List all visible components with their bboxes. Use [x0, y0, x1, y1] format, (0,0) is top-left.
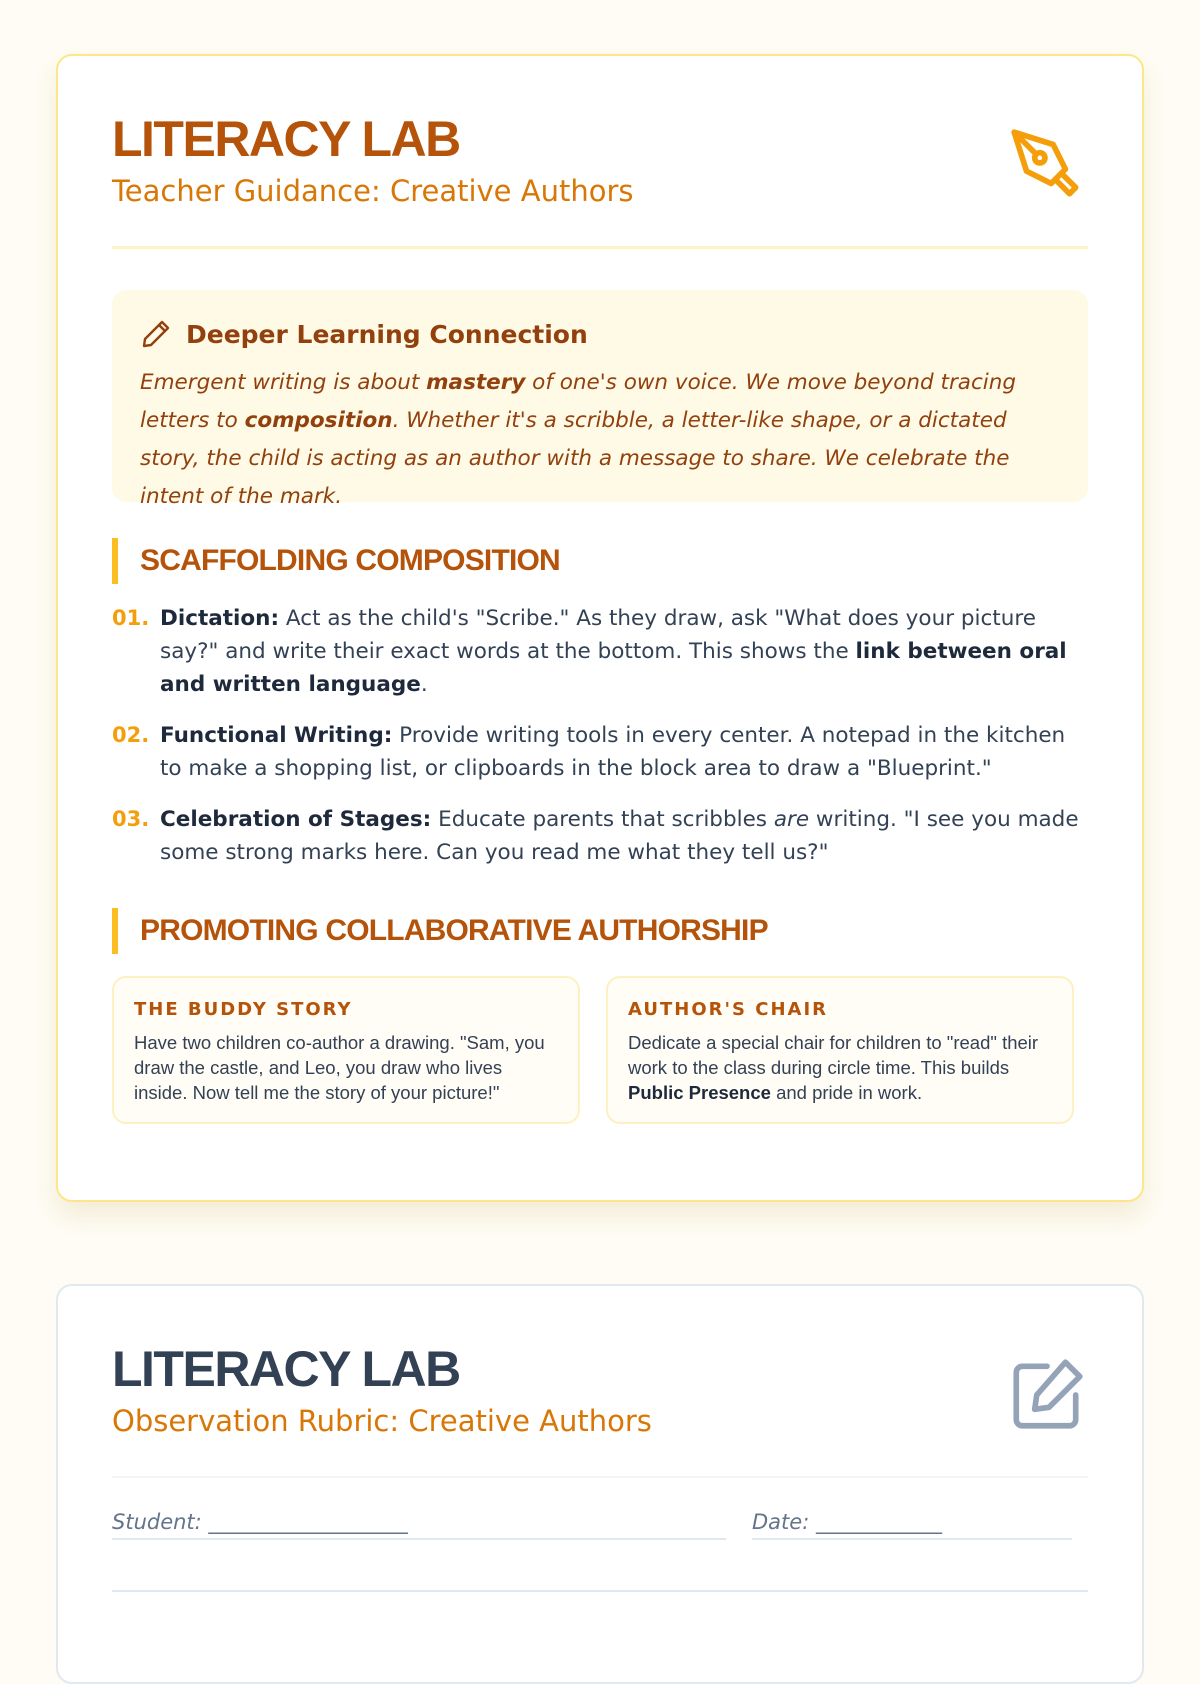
tip-card-authors-chair	[606, 976, 1074, 1124]
list-item	[112, 803, 1088, 869]
step-text: Celebration of Stages: Educate parents that scribbles are writing. "I see you made some strong marks here. Can you read me what they tell us?"	[160, 807, 1079, 865]
step-text: Functional Writing: Provide writing tools in every center. A notepad in the kitchen to make a shopping list, or clipboards in the block area to draw a "Blueprint."	[160, 723, 1066, 781]
section-heading-collaborative: PROMOTING COLLABORATIVE AUTHORSHIP	[112, 908, 1088, 954]
step-number: 01.	[112, 606, 150, 630]
section-heading-scaffolding: SCAFFOLDING COMPOSITION	[112, 538, 1088, 584]
rubric-subtitle: Observation Rubric: Creative Authors	[112, 1404, 652, 1438]
deeper-learning-callout	[112, 290, 1088, 509]
rubric-card	[56, 1284, 1144, 1684]
student-field[interactable]: Student: ___________________	[112, 1500, 726, 1540]
header-divider	[112, 1476, 1088, 1478]
edit-square-icon	[1006, 1354, 1088, 1436]
tip-title: THE BUDDY STORY	[134, 999, 353, 1020]
callout-text: Emergent writing is about mastery of one's own voice. We move beyond tracing letters to composition. Whether it's a scribble, a letter-like shape, or a dictated story, the child is acting as an author with a message to share. We celebrate the intent of the mark.	[140, 370, 1017, 509]
guidance-title: LITERACY LAB	[112, 111, 460, 167]
step-number: 03.	[112, 807, 150, 831]
list-item	[112, 602, 1088, 701]
header-divider	[112, 246, 1088, 249]
guidance-card	[56, 54, 1144, 1202]
tip-card-buddy-story	[112, 976, 580, 1124]
step-number: 02.	[112, 723, 150, 747]
steps-list	[112, 602, 1088, 887]
date-field[interactable]: Date: ____________	[752, 1500, 1072, 1540]
guidance-subtitle: Teacher Guidance: Creative Authors	[112, 174, 634, 208]
tip-text: Have two children co-author a drawing. "Sam, you draw the castle, and Leo, you draw who lives inside. Now tell me the story of your picture!"	[134, 1032, 545, 1103]
step-text: Dictation: Act as the child's "Scribe." As they draw, ask "What does your picture say?" and write their exact words at the bottom. This shows the link between oral and written language.	[160, 606, 1067, 697]
fountain-pen-nib-icon	[1006, 124, 1088, 206]
callout-title: Deeper Learning Connection	[186, 319, 588, 349]
pencil-icon	[140, 318, 172, 350]
rubric-table-border	[112, 1590, 1088, 1592]
tip-title: AUTHOR'S CHAIR	[628, 999, 829, 1020]
tip-text: Dedicate a special chair for children to "read" their work to the class during circle time. This builds Public Presence and pride in work.	[628, 1032, 1039, 1103]
rubric-title: LITERACY LAB	[112, 1341, 460, 1397]
list-item	[112, 719, 1088, 785]
